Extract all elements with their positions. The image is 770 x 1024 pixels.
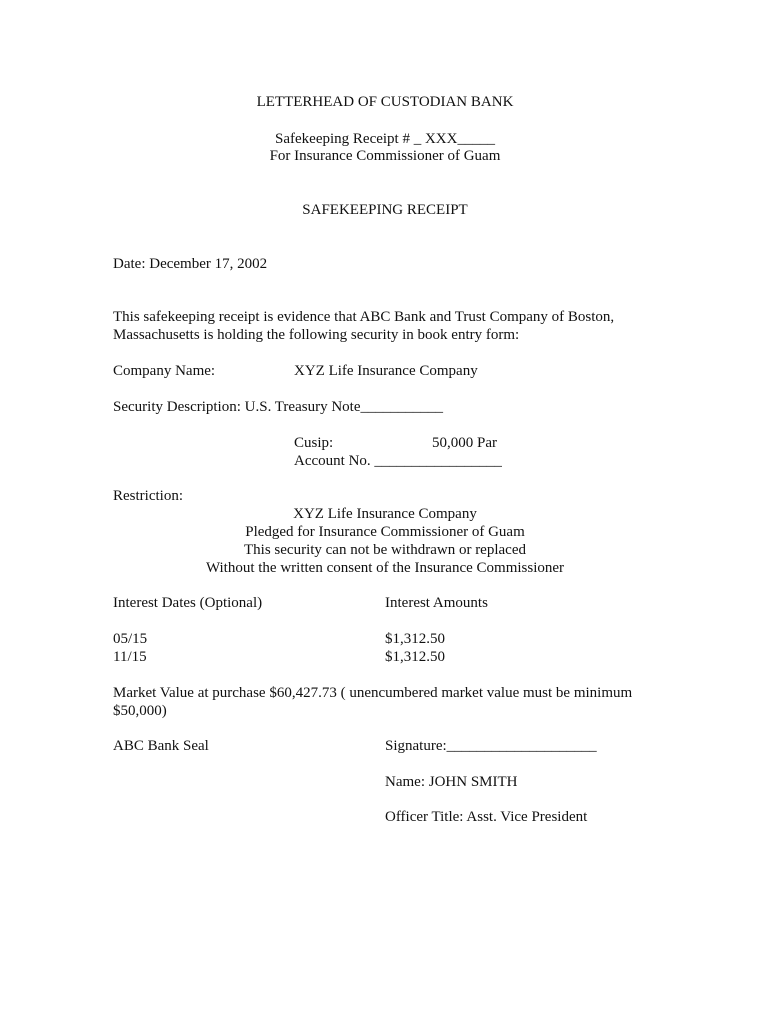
- security-description-line: Security Description: U.S. Treasury Note___________: [113, 399, 443, 415]
- interest-amount: $1,312.50: [385, 649, 445, 665]
- document-title: SAFEKEEPING RECEIPT: [302, 202, 468, 218]
- restriction-line-4: Without the written consent of the Insurance Commissioner: [205, 560, 565, 576]
- restriction-line-2: Pledged for Insurance Commissioner of Guam: [245, 524, 525, 540]
- company-name-label: Company Name:: [113, 363, 216, 379]
- interest-date: 05/15: [113, 631, 148, 647]
- par-value: 50,000 Par: [432, 435, 497, 451]
- interest-dates-header: Interest Dates (Optional): [113, 595, 263, 611]
- receipt-number-line: Safekeeping Receipt # _ XXX_____: [275, 131, 495, 147]
- officer-title: Officer Title: Asst. Vice President: [385, 809, 588, 825]
- restriction-line-1: XYZ Life Insurance Company: [293, 506, 477, 522]
- company-name-value: XYZ Life Insurance Company: [294, 363, 478, 379]
- date-line: Date: December 17, 2002: [113, 256, 268, 272]
- restriction-label: Restriction:: [113, 488, 183, 504]
- cusip-label: Cusip:: [294, 435, 334, 451]
- interest-amount: $1,312.50: [385, 631, 445, 647]
- restriction-line-3: This security can not be withdrawn or replaced: [244, 542, 526, 558]
- market-value-line-2: $50,000): [113, 703, 167, 719]
- for-insurance-commissioner-line: For Insurance Commissioner of Guam: [269, 148, 501, 164]
- interest-amounts-header: Interest Amounts: [385, 595, 488, 611]
- bank-seal-label: ABC Bank Seal: [113, 738, 209, 754]
- letterhead: LETTERHEAD OF CUSTODIAN BANK: [256, 94, 514, 110]
- signature-line: Signature:____________________: [385, 738, 597, 754]
- account-number-line: Account No. _________________: [294, 453, 502, 469]
- interest-date: 11/15: [113, 649, 147, 665]
- intro-line-1: This safekeeping receipt is evidence that ABC Bank and Trust Company of Boston,: [113, 309, 615, 325]
- intro-line-2: Massachusetts is holding the following security in book entry form:: [113, 327, 520, 343]
- signer-name: Name: JOHN SMITH: [385, 774, 518, 790]
- market-value-line-1: Market Value at purchase $60,427.73 ( unencumbered market value must be minimum: [113, 685, 633, 701]
